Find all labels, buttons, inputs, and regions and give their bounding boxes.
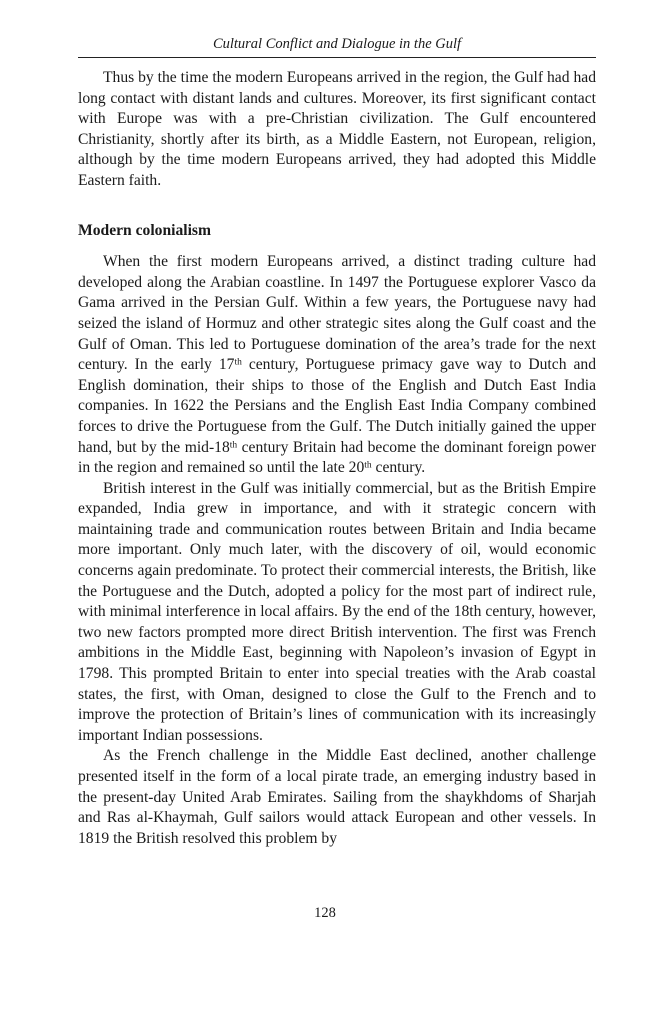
text-run: century. [371,459,426,477]
superscript: th [234,357,242,368]
paragraph-intro: Thus by the time the modern Europeans arrived in the region, the Gulf had had long contact with distant lands and cultures. Moreover, its first significant contact with Europe was with a pre-Christian civilization. The Gulf encountered Christianity, shortly after its birth, as a Middle Eastern, not European, religion, although by the time modern Europeans arrived, they had adopted this Middle Eastern faith. [78,69,596,189]
superscript: th [364,460,372,471]
book-page [78,34,596,849]
text-run: When the first modern Europeans arrived, a distinct trading culture had developed along the Arabian coastline. In 1497 the Portuguese explorer Vasco da Gama arrived in the Persian Gulf. Within a few years, the Portuguese navy had seized the island of Hormuz and other strategic sites along the Gulf coast and the Gulf of Oman. This led to Portuguese domination of the area’s trade for the next century. In the early 17 [78,253,596,374]
page-number: 128 [314,905,336,921]
paragraph-colonialism-arrival [78,252,596,479]
section-heading: Modern colonialism [78,221,211,239]
paragraph-british-interest: British interest in the Gulf was initially commercial, but as the British Empire expanded, India grew in importance, and with it strategic concern with maintaining trade and communication routes between Britain and India became more important. Only much later, with the discovery of oil, would economic concerns again predominate. To protect their commercial interests, the British, like the Portuguese and the Dutch, adopted a policy for the most part of indirect rule, with minimal interference in local affairs. By the end of the 18th century, however, two new factors prompted more direct British intervention. The first was French ambitions in the Middle East, beginning with Napoleon’s invasion of Egypt in 1798. This prompted Britain to enter into special treaties with the Arab coastal states, the first, with Oman, designed to close the Gulf to the French and to improve the protection of Britain’s lines of communication with its increasingly important Indian possessions. [78,479,596,744]
text-run: century Britain had become the dominant foreign power in the region and remained so until the late 20 [78,438,596,477]
superscript: th [229,440,238,451]
text-run: century, Portuguese primacy gave way to Dutch and English domination, their ships to those of the English and Dutch East India companies. In 1622 the Persians and the English East India Company combined forces to drive the Portuguese from the Gulf. The Dutch initially gained the upper hand, but by the mid-18 [78,356,596,456]
running-head: Cultural Conflict and Dialogue in the Gulf [78,34,596,58]
paragraph-pirate-trade: As the French challenge in the Middle East declined, another challenge presented itself in the form of a local pirate trade, an emerging industry based in the present-day United Arab Emirates. Sailing from the shaykhdoms of Sharjah and Ras al-Khaymah, Gulf sailors would attack European and other vessels. In 1819 the British resolved this problem by [78,747,596,847]
